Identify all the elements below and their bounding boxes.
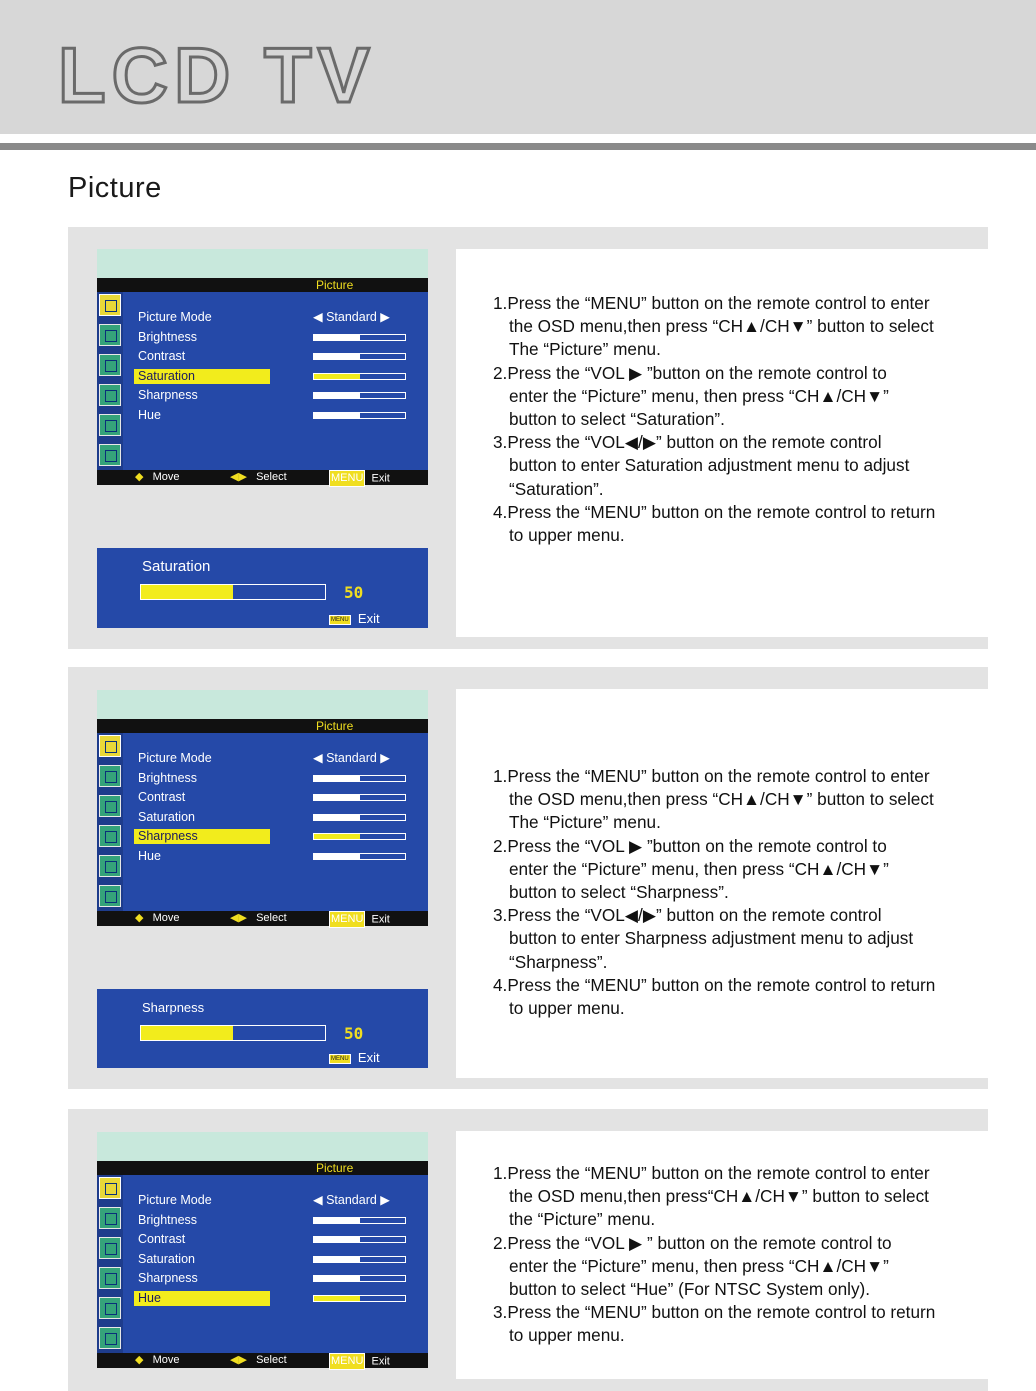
instruction-line: “Saturation”. [509,478,604,499]
saturation-adjust-panel [97,548,428,628]
osd-picture-menu [97,249,428,485]
picture-icon[interactable] [99,735,121,757]
osd-slider[interactable] [313,412,406,419]
osd-top-band [97,690,428,719]
picture-icon-glyph [105,1183,117,1195]
audio-icon-glyph [105,771,117,783]
menu-key-icon: MENU [331,616,349,623]
osd-slider-fill [314,1218,360,1223]
osd-footer [97,1353,428,1368]
audio-icon[interactable] [99,324,121,346]
osd-slider-fill [314,413,360,418]
instruction-line: 4.Press the “MENU” button on the remote control to return [493,974,936,995]
osd-menu-item[interactable]: Saturation [138,809,195,824]
move-hint [135,470,180,485]
osd-top-band [97,1132,428,1161]
clock-icon-glyph [105,1243,117,1255]
instruction-line: The “Picture” menu. [509,812,661,833]
osd-slider-fill [314,374,360,379]
brand-logo [58,42,488,117]
screen-icon-glyph [105,450,117,462]
clock-icon[interactable] [99,1237,121,1259]
instruction-line: the OSD menu,then press “CH▲/CH▼” button to select [509,316,934,337]
instruction-line: enter the “Picture” menu, then press “CH▲/CH▼” [509,385,889,406]
adjust-exit-hint [329,1050,380,1065]
osd-menu-item[interactable]: Sharpness [138,388,198,403]
osd-menu-item[interactable]: Hue [138,1291,161,1305]
adjust-value: 50 [344,583,364,602]
instruction-line: 3.Press the “MENU” button on the remote control to return [493,1302,936,1323]
audio-icon[interactable] [99,765,121,787]
move-icon: ◆ [135,1354,144,1366]
instruction-line: button to enter Saturation adjustment menu to adjust [509,455,910,476]
picture-mode-value: ◀ Standard ▶ [313,1193,390,1207]
osd-slider[interactable] [313,353,406,360]
menu-key-icon: MENU [329,1353,365,1370]
channel-icon-glyph [105,390,117,402]
page-title: Picture [68,172,162,204]
adjust-value: 50 [344,1024,364,1043]
menu-key-icon: MENU [329,470,365,487]
osd-menu-item[interactable]: Saturation [138,368,195,383]
instruction-line: The “Picture” menu. [509,339,661,360]
osd-slider[interactable] [313,775,406,782]
picture-mode-text: Standard [326,751,377,765]
select-label: Select [256,471,287,483]
osd-picture-menu [97,1132,428,1368]
picture-icon[interactable] [99,1177,121,1199]
osd-title-bar [97,719,428,733]
select-icon: ◀▶ [230,1354,247,1366]
instruction-line: to upper menu. [509,998,625,1019]
instruction-line: the OSD menu,then press “CH▲/CH▼” button to select [509,789,934,810]
exit-hint [329,470,390,487]
exit-label: Exit [371,472,390,485]
setup-icon[interactable] [99,1297,121,1319]
osd-slider[interactable] [313,794,406,801]
osd-menu-item[interactable]: Picture Mode [138,751,212,765]
instruction-line: the “Picture” menu. [509,1209,656,1230]
adjust-title: Sharpness [142,1000,205,1015]
move-icon: ◆ [135,912,144,924]
select-label: Select [256,1354,287,1366]
osd-menu-item[interactable]: Contrast [138,790,186,805]
osd-slider[interactable] [313,833,406,840]
picture-icon[interactable] [99,294,121,316]
channel-icon[interactable] [99,1267,121,1289]
header-divider-light [0,134,1036,139]
clock-icon-glyph [105,801,117,813]
osd-title: Picture [316,719,354,733]
screen-icon-glyph [105,1333,117,1345]
adjust-exit-label: Exit [357,611,380,626]
instructions-sharpness [493,765,989,1020]
adjust-exit-label: Exit [357,1050,380,1065]
instruction-line: 2.Press the “VOL ▶ ”button on the remote control to [493,362,887,383]
audio-icon-glyph [105,1213,117,1225]
screen-icon[interactable] [99,444,121,466]
select-hint [230,911,287,926]
instruction-line: 1.Press the “MENU” button on the remote control to enter [493,766,930,786]
instruction-line: 2.Press the “VOL ▶ ” button on the remote control to [493,1232,892,1253]
brand-logo-text: LCD TV [58,42,376,112]
brand-logo-art [58,42,488,112]
move-hint [135,911,180,926]
sharpness-adjust-panel [97,989,428,1068]
osd-slider[interactable] [313,1275,406,1282]
screen-icon[interactable] [99,1327,121,1349]
osd-menu-item[interactable]: Sharpness [138,829,198,844]
osd-slider-fill [314,1296,360,1301]
adjust-track[interactable] [140,1025,326,1041]
select-label: Select [256,912,287,924]
osd-slider[interactable] [313,373,406,380]
osd-slider-fill [314,815,360,820]
osd-title-bar [97,278,428,292]
clock-icon[interactable] [99,795,121,817]
exit-label: Exit [371,1355,390,1368]
exit-label: Exit [371,913,390,926]
menu-key-icon: MENU [331,1055,349,1062]
osd-slider-fill [314,795,360,800]
osd-slider[interactable] [313,392,406,399]
osd-menu-item[interactable]: Hue [138,408,161,422]
osd-slider[interactable] [313,1217,406,1224]
select-icon: ◀▶ [230,471,247,483]
menu-key-icon: MENU [329,911,365,928]
exit-hint [329,1353,390,1370]
instruction-line: button to enter Sharpness adjustment menu to adjust [509,928,914,949]
instruction-line: button to select “Saturation”. [509,409,725,430]
osd-slider[interactable] [313,814,406,821]
setup-icon[interactable] [99,855,121,877]
osd-slider-fill [314,393,360,398]
channel-icon-glyph [105,831,117,843]
picture-mode-value: ◀ Standard ▶ [313,751,390,765]
adjust-title: Saturation [142,558,211,575]
instruction-line: button to select “Hue” (For NTSC System only). [509,1279,871,1300]
instruction-line: 1.Press the “MENU” button on the remote control to enter [493,293,930,313]
select-icon: ◀▶ [230,912,247,924]
screen-icon[interactable] [99,885,121,907]
audio-icon[interactable] [99,1207,121,1229]
osd-footer [97,470,428,485]
osd-slider[interactable] [313,853,406,860]
instruction-line: to upper menu. [509,1325,625,1346]
instruction-line: 3.Press the “VOL◀/▶” button on the remote control [493,432,882,453]
instruction-line: the OSD menu,then press“CH▲/CH▼” button to select [509,1186,929,1207]
osd-slider[interactable] [313,1236,406,1243]
osd-menu-item[interactable]: Picture Mode [138,310,212,324]
osd-menu-item[interactable]: Brightness [138,329,198,344]
channel-icon-glyph [105,1273,117,1285]
setup-icon[interactable] [99,414,121,436]
osd-slider[interactable] [313,334,406,341]
move-label: Move [152,912,180,924]
osd-title-bar [97,1161,428,1175]
picture-icon-glyph [105,300,117,312]
osd-menu-item[interactable]: Brightness [138,770,198,785]
osd-slider-fill [314,834,360,839]
adjust-exit-hint [329,611,380,626]
instruction-line: enter the “Picture” menu, then press “CH▲/CH▼” [509,858,889,879]
osd-picture-menu [97,690,428,926]
audio-icon-glyph [105,330,117,342]
instruction-line: 1.Press the “MENU” button on the remote control to enter [493,1163,930,1183]
move-label: Move [152,471,180,483]
osd-slider-fill [314,1237,360,1242]
osd-top-band [97,249,428,278]
instruction-line: 3.Press the “VOL◀/▶” button on the remote control [493,905,882,926]
header-divider [0,143,1036,150]
channel-icon[interactable] [99,384,121,406]
exit-hint [329,911,390,928]
instruction-line: to upper menu. [509,525,625,546]
clock-icon-glyph [105,360,117,372]
move-hint [135,1353,180,1368]
instruction-line: “Sharpness”. [509,951,608,972]
setup-icon-glyph [105,420,117,432]
osd-menu-item[interactable]: Hue [138,849,161,863]
osd-slider-fill [314,1276,360,1281]
adjust-fill [141,1026,233,1040]
osd-slider-fill [314,335,360,340]
osd-slider[interactable] [313,1256,406,1263]
instruction-line: button to select “Sharpness”. [509,882,729,903]
osd-slider-fill [314,854,360,859]
setup-icon-glyph [105,861,117,873]
instruction-line: 4.Press the “MENU” button on the remote control to return [493,501,936,522]
picture-mode-text: Standard [326,1193,377,1207]
osd-title: Picture [316,278,354,292]
channel-icon[interactable] [99,825,121,847]
picture-mode-value: ◀ Standard ▶ [313,310,390,324]
osd-slider[interactable] [313,1295,406,1302]
picture-icon-glyph [105,741,117,753]
picture-mode-text: Standard [326,310,377,324]
osd-menu-item[interactable]: Saturation [138,1251,195,1266]
osd-title: Picture [316,1161,354,1175]
instruction-line: 2.Press the “VOL ▶ ”button on the remote control to [493,835,887,856]
osd-slider-fill [314,354,360,359]
adjust-track[interactable] [140,584,326,600]
adjust-fill [141,585,233,599]
screen-icon-glyph [105,891,117,903]
select-hint [230,470,287,485]
move-label: Move [152,1354,180,1366]
select-hint [230,1353,287,1368]
instructions-hue [493,1162,989,1348]
osd-menu-item[interactable]: Brightness [138,1212,198,1227]
instructions-saturation [493,292,989,547]
osd-menu-item[interactable]: Picture Mode [138,1193,212,1207]
osd-slider-fill [314,776,360,781]
osd-menu-item[interactable]: Contrast [138,1232,186,1247]
setup-icon-glyph [105,1303,117,1315]
instruction-line: enter the “Picture” menu, then press “CH▲/CH▼” [509,1255,889,1276]
osd-menu-item[interactable]: Contrast [138,349,186,364]
osd-footer [97,911,428,926]
osd-menu-item[interactable]: Sharpness [138,1271,198,1286]
move-icon: ◆ [135,471,144,483]
clock-icon[interactable] [99,354,121,376]
osd-slider-fill [314,1257,360,1262]
